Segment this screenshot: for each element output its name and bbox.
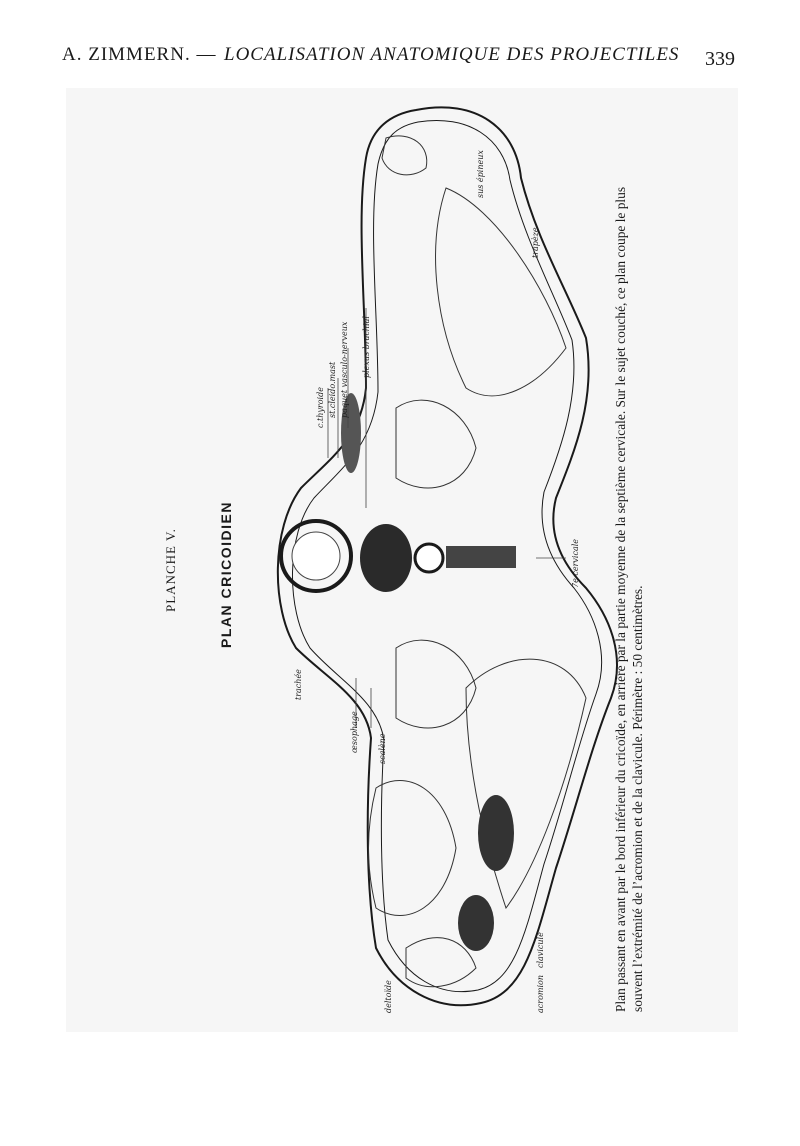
label-c-thyroide: c.thyroide	[316, 387, 325, 428]
label-sus-epineux: sus épineux	[476, 150, 485, 198]
spinal-canal	[415, 544, 443, 572]
planche-label: PLANCHE V.	[163, 528, 178, 612]
header-title: LOCALISATION ANATOMIQUE DES PROJECTILES	[224, 44, 680, 65]
label-clavicule: clavicule	[536, 932, 545, 968]
label-paquet-vasculo-nerveux: paquet vasculo-nerveux	[340, 321, 349, 418]
upper-bone	[382, 136, 427, 175]
vertebral-body	[360, 524, 412, 592]
label-scalene: scalène	[378, 733, 387, 764]
acromion-section	[478, 795, 514, 871]
label-plexus-brachial: plexus brachial	[362, 316, 371, 378]
trachea-lumen	[292, 532, 340, 580]
label-acromion: acromion	[536, 974, 545, 1013]
neck-muscles-right	[396, 640, 476, 728]
label-trachee: trachée	[294, 669, 303, 700]
caption-line: Plan passant en avant par le bord inférieur du cricoïde, en arrière par la partie moyenne de la septième cervicale. Sur le sujet couché, ce plan coupe le plus	[613, 186, 628, 1012]
neck-muscles-left	[396, 400, 476, 488]
label-oesophage: œsophage	[350, 711, 359, 753]
caption-line: souvent l’extrémité de l’acromion et de la clavicule. Périmètre : 50 centimètres.	[630, 585, 645, 1012]
trapeze-upper	[436, 188, 566, 396]
plate-caption	[612, 122, 646, 1012]
plate-title: PLAN CRICOIDIEN	[218, 501, 234, 648]
running-header	[62, 40, 742, 76]
label-7e-cervicale: 7e cervicale	[571, 538, 580, 588]
label-deltoide: deltoïde	[384, 980, 393, 1013]
label-st-cleido-mast: st.cleido.mast	[328, 361, 337, 418]
label-trapeze: trapèze	[531, 227, 540, 258]
header-author: A. ZIMMERN. —	[62, 44, 217, 65]
clavicle-section	[458, 895, 494, 951]
page-number: 339	[705, 48, 735, 70]
spinous-process	[446, 546, 516, 568]
